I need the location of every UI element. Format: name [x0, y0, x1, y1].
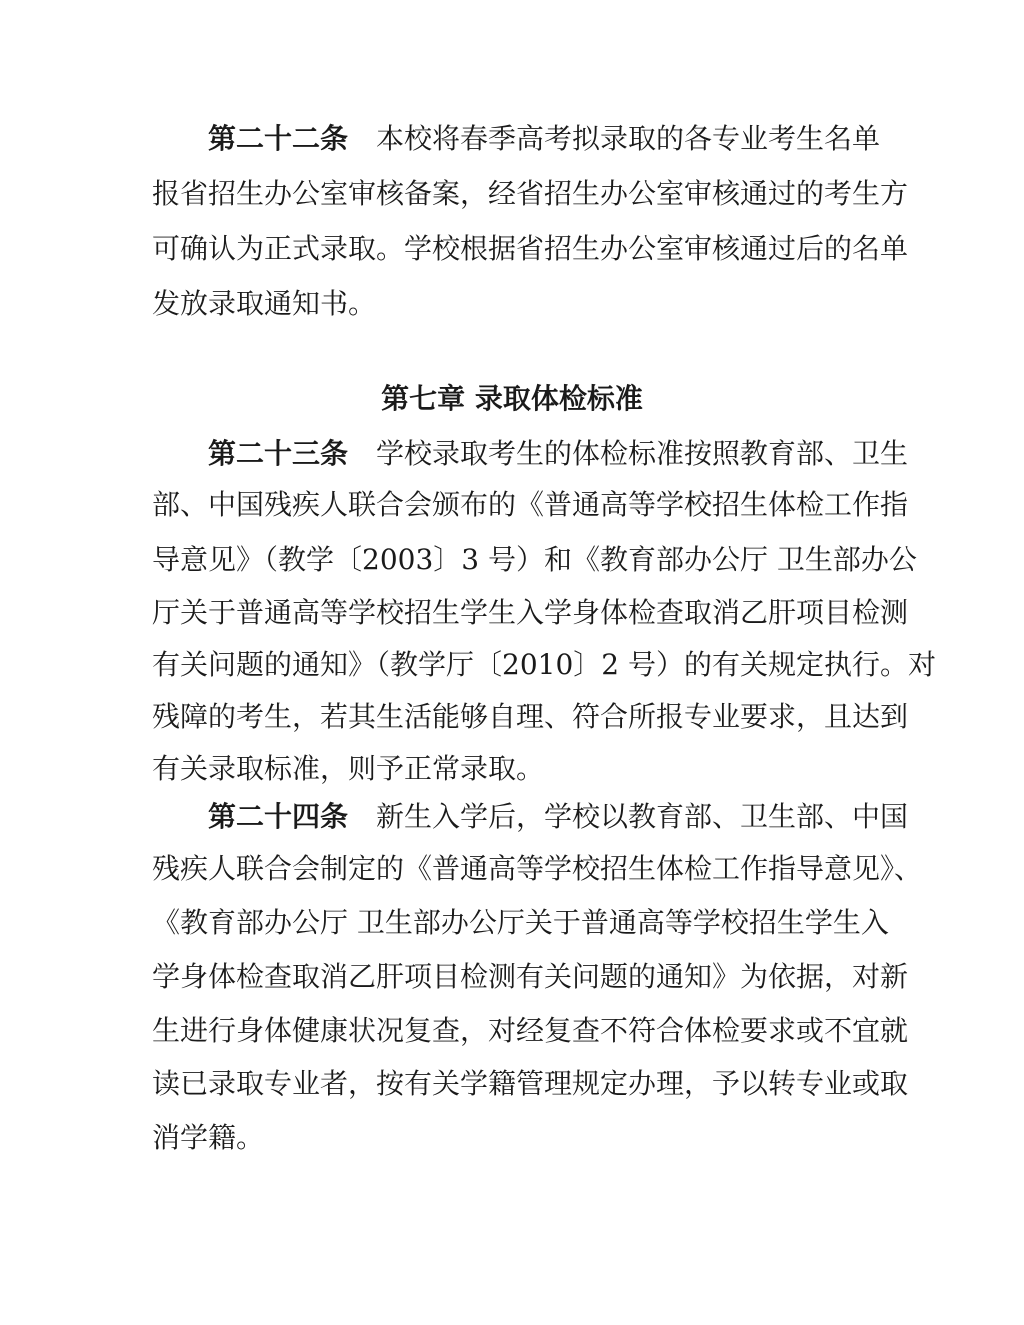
article-24-text-1: 新生入学后，学校以教育部、卫生部、中国: [376, 800, 909, 833]
article-22-line-3: 可确认为正式录取。学校根据省招生办公室审核通过后的名单: [152, 232, 909, 265]
article-24-line-3: 《教育部办公厅 卫生部办公厅关于普通高等学校招生学生入: [152, 906, 889, 939]
article-23-line-7: 有关录取标准，则予正常录取。: [152, 752, 545, 785]
article-24-line-4: 学身体检查取消乙肝项目检测有关问题的通知》为依据，对新: [152, 960, 909, 993]
article-24-line-7: 消学籍。: [152, 1121, 265, 1154]
article-22-text-1: 本校将春季高考拟录取的各专业考生名单: [376, 122, 881, 155]
article-22-line-2: 报省招生办公室审核备案，经省招生办公室审核通过的考生方: [152, 177, 909, 210]
chapter-heading: 第七章 录取体检标准: [381, 382, 643, 415]
article-24-label: 第二十四条: [208, 800, 349, 833]
article-23-line-2: 部、中国残疾人联合会颁布的《普通高等学校招生体检工作指: [152, 488, 909, 521]
article-24-line-1: [208, 800, 909, 834]
article-22-label: 第二十二条: [208, 122, 349, 155]
article-24-line-5: 生进行身体健康状况复查，对经复查不符合体检要求或不宜就: [152, 1014, 909, 1047]
article-22-line-1: [208, 122, 881, 156]
article-23-line-1: [208, 437, 909, 471]
article-24-line-6: 读已录取专业者，按有关学籍管理规定办理，予以转专业或取: [152, 1067, 909, 1100]
article-23-text-1: 学校录取考生的体检标准按照教育部、卫生: [376, 437, 909, 470]
article-23-label: 第二十三条: [208, 437, 349, 470]
article-23-line-5: 有关问题的通知》（教学厅〔2010〕2 号）的有关规定执行。对: [152, 648, 936, 681]
article-23-line-4: 厅关于普通高等学校招生学生入学身体检查取消乙肝项目检测: [152, 596, 909, 629]
article-23-line-6: 残障的考生，若其生活能够自理、符合所报专业要求，且达到: [152, 700, 909, 733]
article-24-line-2: 残疾人联合会制定的《普通高等学校招生体检工作指导意见》、: [152, 852, 923, 885]
article-23-line-3: 导意见》（教学〔2003〕3 号）和《教育部办公厅 卫生部办公: [152, 543, 917, 576]
article-22-line-4: 发放录取通知书。: [152, 287, 377, 320]
